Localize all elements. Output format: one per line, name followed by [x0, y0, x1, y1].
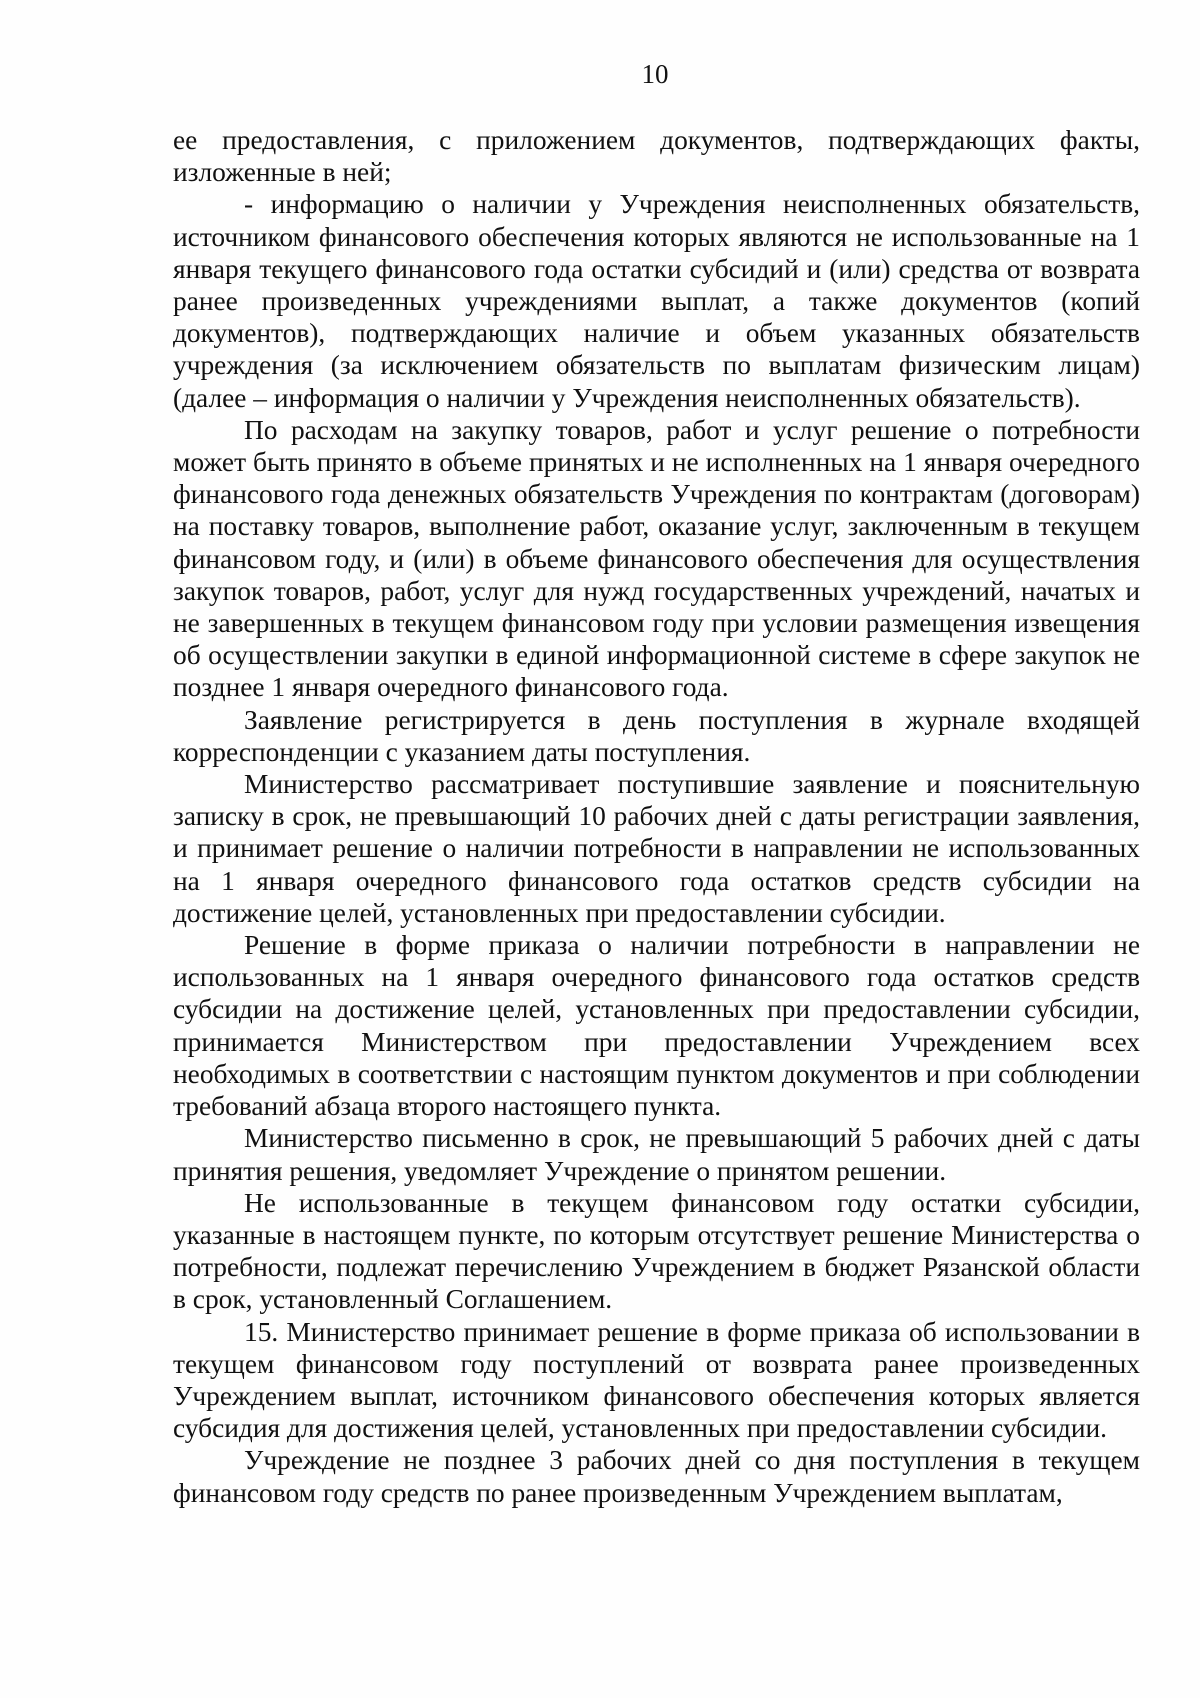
paragraph-unused-balances: Не использованные в текущем финансовом году остатки субсидии, указанные в настоящем пункте, по которым отсутствует решение Министерства о потребности, подлежат перечислению Учреждением в бюджет Рязанской области в срок, установленный Соглашением.: [173, 1187, 1140, 1315]
page-number: 10: [641, 59, 669, 89]
paragraph-ministry-review: Министерство рассматривает поступившие заявление и пояснительную записку в срок, не превышающий 10 рабочих дней с даты регистрации заявления, и принимает решение о наличии потребности в направлении не использованных на 1 января очередного финансового года остатков средств субсидии на достижение целей, установленных при предоставлении субсидии.: [173, 769, 1140, 928]
document-body: [173, 124, 1140, 1509]
paragraph-application-registration: Заявление регистрируется в день поступления в журнале входящей корреспонденции с указанием даты поступления.: [173, 704, 1140, 767]
paragraph-institution-returns: Учреждение не позднее 3 рабочих дней со дня поступления в текущем финансовом году средств по ранее произведенным Учреждением выплатам,: [173, 1445, 1140, 1508]
paragraph-notification: Министерство письменно в срок, не превышающий 5 рабочих дней с даты принятия решения, уведомляет Учреждение о принятом решении.: [173, 1123, 1140, 1186]
paragraph-clause-15: 15. Министерство принимает решение в форме приказа об использовании в текущем финансовом году поступлений от возврата ранее произведенных Учреждением выплат, источником финансового обеспечения которых является субсидия для достижения целей, установленных при предоставлении субсидии.: [173, 1316, 1140, 1444]
paragraph-decision-order: Решение в форме приказа о наличии потребности в направлении не использованных на 1 января очередного финансового года остатков средств субсидии на достижение целей, установленных при предоставлении субсидии, принимается Министерством при предоставлении Учреждением всех необходимых в соответствии с настоящим пунктом документов и при соблюдении требований абзаца второго настоящего пункта.: [173, 930, 1140, 1122]
paragraph-continuation: ее предоставления, с приложением документов, подтверждающих факты, изложенные в ней;: [173, 125, 1140, 188]
paragraph-procurement-expenses: По расходам на закупку товаров, работ и услуг решение о потребности может быть принято в объеме принятых и не исполненных на 1 января очередного финансового года денежных обязательств Учреждения по контрактам (договорам) на поставку товаров, выполнение работ, оказание услуг, заключенным в текущем финансовом году, и (или) в объеме финансового обеспечения для осуществления закупок товаров, работ, услуг для нужд государственных учреждений, начатых и не завершенных в текущем финансовом году при условии размещения извещения об осуществлении закупки в единой информационной системе в сфере закупок не позднее 1 января очередного финансового года.: [173, 414, 1140, 703]
paragraph-bullet-unfulfilled-obligations: - информацию о наличии у Учреждения неисполненных обязательств, источником финансового обеспечения которых являются не использованные на 1 января текущего финансового года остатки субсидий и (или) средства от возврата ранее произведенных учреждениями выплат, а также документов (копий документов), подтверждающих наличие и объем указанных обязательств учреждения (за исключением обязательств по выплатам физическим лицам) (далее – информация о наличии у Учреждения неисполненных обязательств).: [173, 189, 1140, 413]
